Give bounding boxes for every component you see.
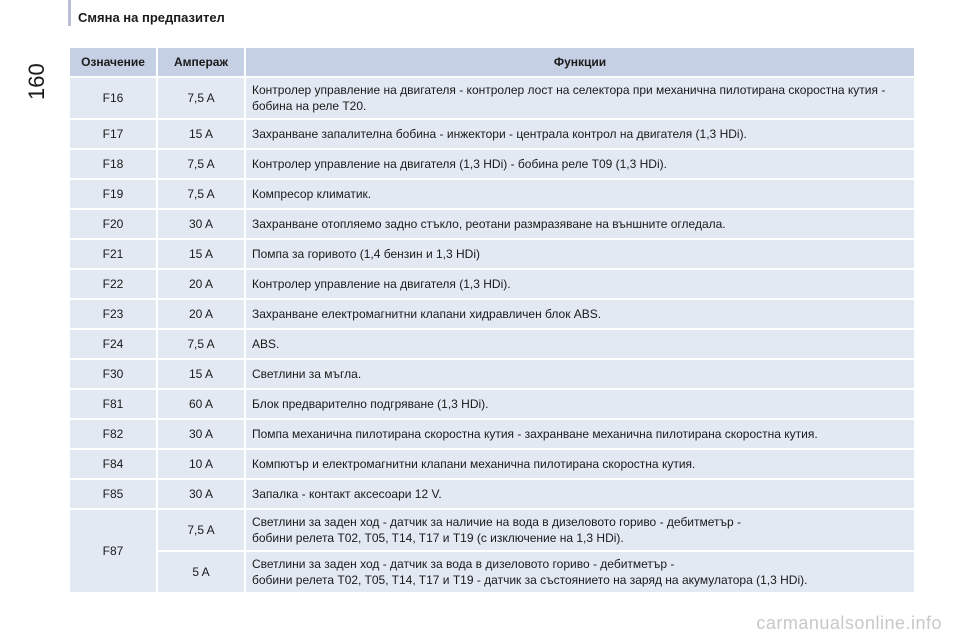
- fuse-function: Светлини за мъгла.: [246, 360, 914, 390]
- table-row: [70, 150, 914, 180]
- fuse-amperage: 20 A: [158, 300, 244, 330]
- fuse-id: F84: [70, 450, 156, 480]
- fuse-function: Контролер управление на двигателя - контролер лост на селектора при механична пилотирана скоростна кутия - бобина на реле T20.: [246, 78, 914, 120]
- fuse-function: Контролер управление на двигателя (1,3 HDi) - бобина реле T09 (1,3 HDi).: [246, 150, 914, 180]
- table-row: [70, 360, 914, 390]
- fuse-amperage: 30 A: [158, 480, 244, 510]
- fuse-function: [246, 552, 914, 594]
- fuse-amperage: 5 A: [158, 552, 244, 594]
- fuse-id: F82: [70, 420, 156, 450]
- fuse-amperage: 7,5 A: [158, 330, 244, 360]
- fuse-id: F81: [70, 390, 156, 420]
- table-row: [70, 78, 914, 120]
- table-row: [70, 300, 914, 330]
- fuse-function-line: Светлини за заден ход - датчик за наличие на вода в дизеловото гориво - дебитметър -: [252, 515, 742, 529]
- fuse-function: Помпа механична пилотирана скоростна кутия - захранване механична пилотирана скоростна кутия.: [246, 420, 914, 450]
- fuse-function: Захранване запалителна бобина - инжектори - централа контрол на двигателя (1,3 HDi).: [246, 120, 914, 150]
- fuse-id: F23: [70, 300, 156, 330]
- fuse-amperage: 15 A: [158, 120, 244, 150]
- fuse-function: Захранване електромагнитни клапани хидравличен блок ABS.: [246, 300, 914, 330]
- table-row: [70, 552, 914, 594]
- fuse-function: [246, 510, 914, 552]
- fuse-amperage: 10 A: [158, 450, 244, 480]
- column-header-amperage: Ампераж: [158, 48, 244, 78]
- fuse-id: F19: [70, 180, 156, 210]
- fuse-function: Компресор климатик.: [246, 180, 914, 210]
- fuse-id: F20: [70, 210, 156, 240]
- table-row: [70, 450, 914, 480]
- page-number: 160: [24, 63, 49, 100]
- fuse-function: Компютър и електромагнитни клапани механична пилотирана скоростна кутия.: [246, 450, 914, 480]
- fuse-amperage: 20 A: [158, 270, 244, 300]
- fuse-function-line: Светлини за заден ход - датчик за вода в дизеловото гориво - дебитметър -: [252, 557, 675, 571]
- column-header-functions: Функции: [246, 48, 914, 78]
- fuse-id: F30: [70, 360, 156, 390]
- fuse-id: F21: [70, 240, 156, 270]
- table-row: [70, 510, 914, 552]
- watermark: carmanualsonline.info: [756, 613, 942, 633]
- fuse-id: F17: [70, 120, 156, 150]
- fuse-table: [68, 48, 916, 594]
- fuse-function: Захранване отопляемо задно стъкло, реотани размразяване на външните огледала.: [246, 210, 914, 240]
- fuse-function: Запалка - контакт аксесоари 12 V.: [246, 480, 914, 510]
- fuse-amperage: 7,5 A: [158, 78, 244, 120]
- fuse-id: F85: [70, 480, 156, 510]
- table-row: [70, 270, 914, 300]
- table-row: [70, 420, 914, 450]
- fuse-amperage: 7,5 A: [158, 180, 244, 210]
- fuse-id: F87: [70, 510, 156, 594]
- column-header-designation: Означение: [70, 48, 156, 78]
- fuse-amperage: 15 A: [158, 240, 244, 270]
- fuse-amperage: 30 A: [158, 210, 244, 240]
- fuse-function-line: бобини релета T02, T05, T14, T17 и T19 (с изключение на 1,3 HDi).: [252, 531, 624, 545]
- fuse-function: Блок предварително подгряване (1,3 HDi).: [246, 390, 914, 420]
- fuse-amperage: 7,5 A: [158, 150, 244, 180]
- fuse-id: F18: [70, 150, 156, 180]
- fuse-id: F22: [70, 270, 156, 300]
- table-row: [70, 120, 914, 150]
- table-row: [70, 180, 914, 210]
- table-header-row: [70, 48, 914, 78]
- fuse-amperage: 15 A: [158, 360, 244, 390]
- table-row: [70, 240, 914, 270]
- table-row: [70, 480, 914, 510]
- table-row: [70, 330, 914, 360]
- section-title: Смяна на предпазител: [78, 10, 225, 25]
- fuse-amperage: 30 A: [158, 420, 244, 450]
- fuse-id: F16: [70, 78, 156, 120]
- fuse-function-line: бобини релета T02, T05, T14, T17 и T19 - датчик за състоянието на заряд на акумулатора (1,3 HDi).: [252, 573, 808, 587]
- fuse-amperage: 60 A: [158, 390, 244, 420]
- fuse-function: ABS.: [246, 330, 914, 360]
- fuse-amperage: 7,5 A: [158, 510, 244, 552]
- fuse-function: Контролер управление на двигателя (1,3 HDi).: [246, 270, 914, 300]
- table-row: [70, 390, 914, 420]
- section-accent-bar: [68, 0, 71, 26]
- table-row: [70, 210, 914, 240]
- fuse-id: F24: [70, 330, 156, 360]
- fuse-function: Помпа за горивото (1,4 бензин и 1,3 HDi): [246, 240, 914, 270]
